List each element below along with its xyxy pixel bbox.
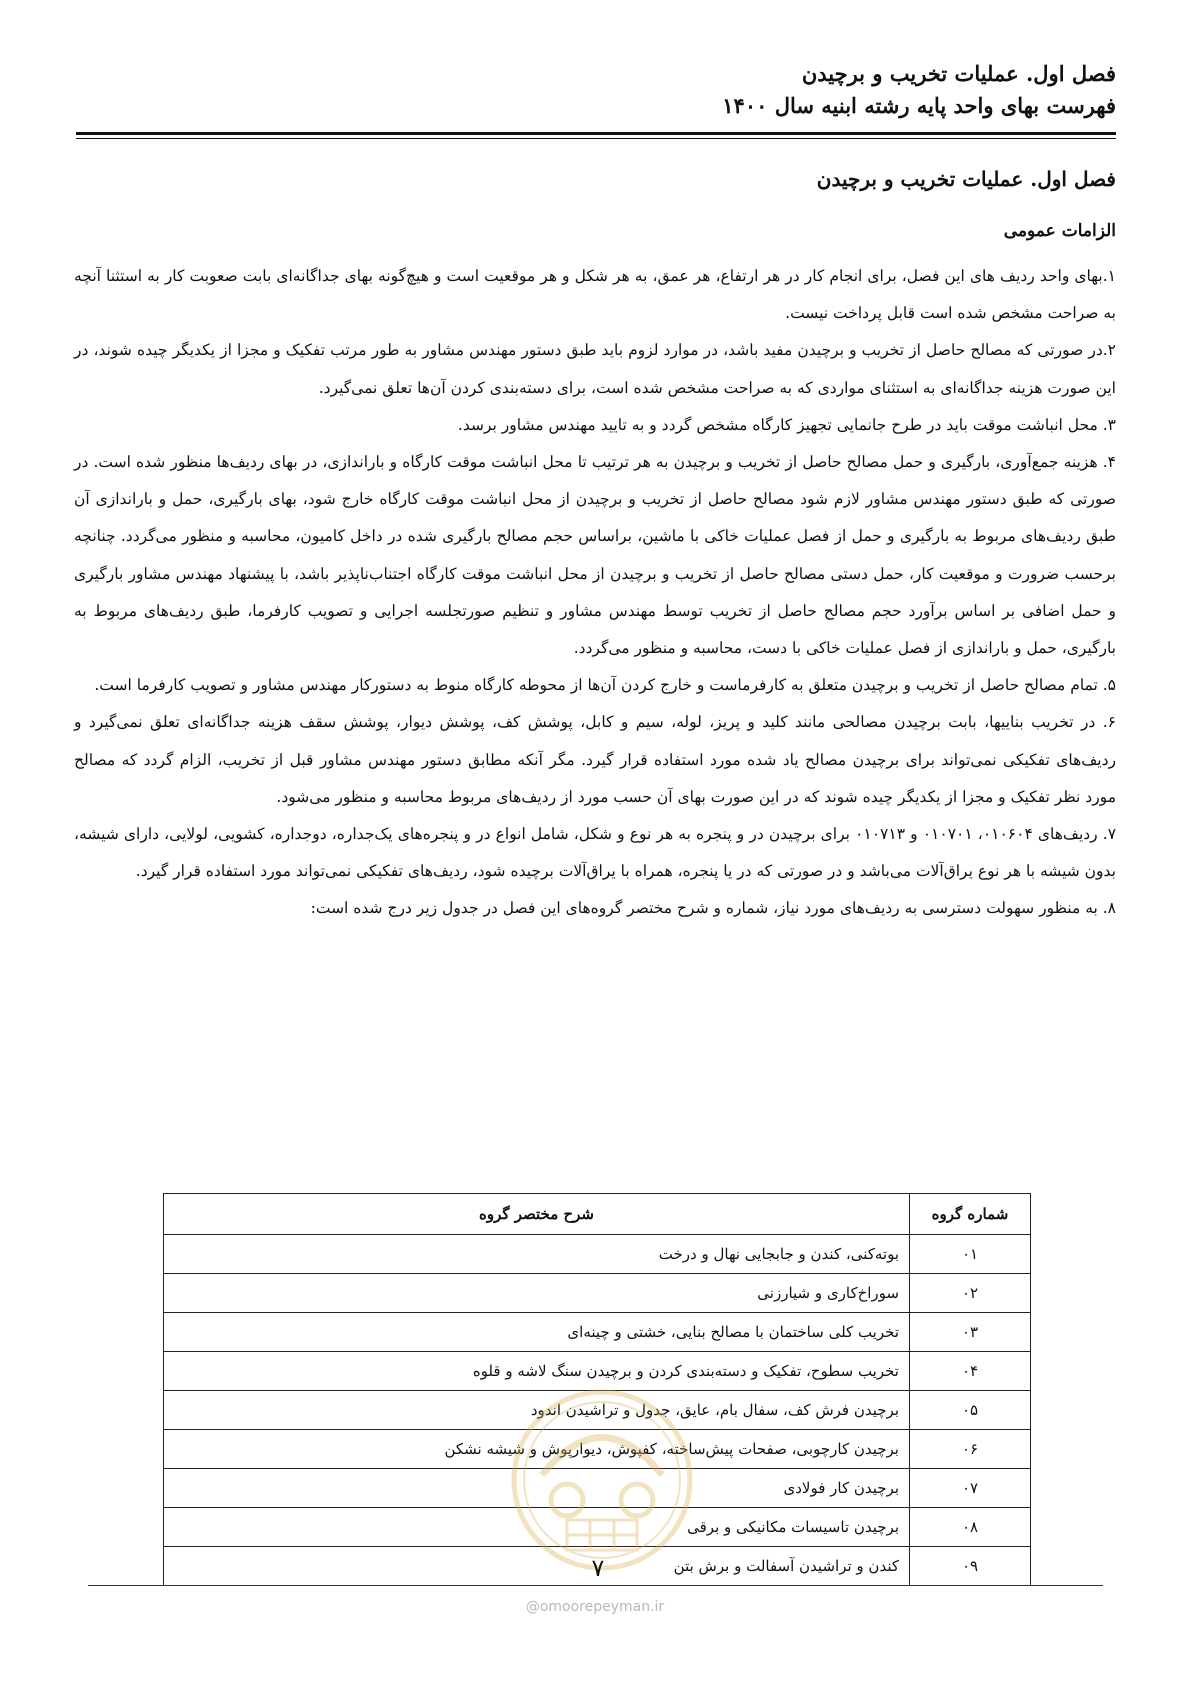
- paragraph-4: ۴. هزینه جمع‌آوری، بارگیری و حمل مصالح حاصل از تخریب و برچیدن به هر ترتیب تا محل انباشت موقت کارگاه و باراندازی، در بهای ردیف‌ها منظور شده است. در صورتی که طبق دستور مهندس مشاور لازم شود مصالح حاصل از تخریب و برچیدن از محل انباشت موقت کارگاه خارج شود، بهای بارگیری، حمل و باراندازی آن طبق ردیف‌های مربوط به بارگیری و حمل از فصل عملیات خاکی با ماشین، براساس حجم مصالح بارگیری شده در داخل کامیون، محاسبه و منظور می‌گردد. چنانچه برحسب ضرورت و موقعیت کار، حمل دستی مصالح حاصل از تخریب و برچیدن از محل انباشت موقت کارگاه اجتناب‌ناپذیر باشد، با پیشنهاد مهندس مشاور بارگیری و حمل اضافی بر اساس برآورد حجم مصالح حاصل از تخریب توسط مهندس مشاور و تنظیم صورتجلسه اجرایی و تصویب کارفرما، طبق ردیف‌های مربوط به بارگیری، حمل و باراندازی از فصل عملیات خاکی با دست، محاسبه و منظور می‌گردد.: [74, 453, 1116, 658]
- header-list-line: فهرست بهای واحد پایه رشته ابنیه سال ۱۴۰۰: [722, 93, 1116, 118]
- column-header-number: شماره گروه: [910, 1194, 1031, 1235]
- group-number: ۰۱: [910, 1235, 1031, 1274]
- group-number: ۰۶: [910, 1430, 1031, 1469]
- group-description: تخریب سطوح، تفکیک و دسته‌بندی کردن و برچیدن سنگ لاشه و قلوه: [164, 1352, 910, 1391]
- paragraph-8: ۸. به منظور سهولت دسترسی به ردیف‌های مورد نیاز، شماره و شرح مختصر گروه‌های این فصل در جدول زیر درج شده است:: [310, 899, 1116, 918]
- group-number: ۰۵: [910, 1391, 1031, 1430]
- group-number: ۰۹: [910, 1547, 1031, 1586]
- running-header: [76, 58, 1116, 122]
- groups-table: [163, 1193, 1031, 1586]
- table-row: [164, 1274, 1031, 1313]
- paragraph-3: ۳. محل انباشت موقت باید در طرح جانمایی تجهیز کارگاه مشخص گردد و به تایید مهندس مشاور برسد.: [457, 415, 1116, 434]
- group-number: ۰۴: [910, 1352, 1031, 1391]
- column-header-description: شرح مختصر گروه: [164, 1194, 910, 1235]
- group-description: تخریب کلی ساختمان با مصالح بنایی، خشتی و چینه‌ای: [164, 1313, 910, 1352]
- table-row: [164, 1352, 1031, 1391]
- group-number: ۰۸: [910, 1508, 1031, 1547]
- table-row: [164, 1313, 1031, 1352]
- watermark-url: @omoorepeyman.ir: [525, 1599, 665, 1615]
- footer-rule: [88, 1585, 1103, 1586]
- group-description: برچیدن کارچوبی، صفحات پیش‌ساخته، کفپوش، دیوارپوش و شیشه نشکن: [164, 1430, 910, 1469]
- group-description: برچیدن فرش کف، سفال بام، عایق، جدول و تراشیدن اندود: [164, 1391, 910, 1430]
- table-row: [164, 1430, 1031, 1469]
- group-number: ۰۷: [910, 1469, 1031, 1508]
- header-chapter-line: فصل اول. عملیات تخریب و برچیدن: [801, 61, 1116, 86]
- group-description: سوراخ‌کاری و شیارزنی: [164, 1274, 910, 1313]
- paragraph-5: ۵. تمام مصالح حاصل از تخریب و برچیدن متعلق به کارفرماست و خارج کردن آن‌ها از محوطه کارگاه منوط به دستورکار مهندس مشاور و تصویب کارفرما است.: [94, 676, 1116, 695]
- table-header-row: [164, 1194, 1031, 1235]
- table-row: [164, 1508, 1031, 1547]
- body-text: [74, 258, 1116, 928]
- chapter-title: فصل اول. عملیات تخریب و برچیدن: [816, 167, 1116, 191]
- group-number: ۰۲: [910, 1274, 1031, 1313]
- table-row: [164, 1469, 1031, 1508]
- group-description: برچیدن تاسیسات مکانیکی و برقی: [164, 1508, 910, 1547]
- group-description: برچیدن کار فولادی: [164, 1469, 910, 1508]
- header-rule-thin: [76, 138, 1116, 139]
- paragraph-1: ۱.بهای واحد ردیف های این فصل، برای انجام کار در هر ارتفاع، هر عمق، به هر شکل و هر موقعیت است و هیچ‌گونه بهای جداگانه‌ای بابت صعوبت کار به استثنا آنچه به صراحت مشخص شده است قابل پرداخت نیست.: [74, 267, 1116, 323]
- page-number: ۷: [591, 1554, 605, 1582]
- paragraph-6: ۶. در تخریب بناییها، بابت برچیدن مصالحی مانند کلید و پریز، لوله، سیم و کابل، پوشش کف، پوشش دیوار، پوشش سقف هزینه جداگانه‌ای تعلق نمی‌گیرد و ردیف‌های تفکیکی نمی‌تواند برای برچیدن مصالح یاد شده مورد استفاده قرار گیرد. مگر آنکه مطابق دستور مهندس مشاور قبل از تخریب، الزام گردد که مصالح مورد نظر تفکیک و مجزا از یکدیگر چیده شوند که در این صورت بهای آن حسب مورد از ردیف‌های مربوط محاسبه و منظور می‌شود.: [74, 713, 1116, 806]
- table-row: [164, 1235, 1031, 1274]
- header-rule-thick: [76, 132, 1116, 135]
- group-description: بوته‌کنی، کندن و جابجایی نهال و درخت: [164, 1235, 910, 1274]
- paragraph-2: ۲.در صورتی که مصالح حاصل از تخریب و برچیدن مفید باشد، در موارد لزوم باید طبق دستور مهندس مشاور به طور مرتب تفکیک و مجزا از یکدیگر چیده شوند، در این صورت هزینه جداگانه‌ای به استثنای مواردی که به صراحت مشخص شده است، برای دسته‌بندی کردن آن‌ها تعلق نمی‌گیرد.: [74, 341, 1116, 397]
- table-row: [164, 1391, 1031, 1430]
- section-heading: الزامات عمومی: [1003, 221, 1116, 241]
- group-number: ۰۳: [910, 1313, 1031, 1352]
- paragraph-7: ۷. ردیف‌های ۰۱۰۶۰۴، ۰۱۰۷۰۱ و ۰۱۰۷۱۳ برای برچیدن در و پنجره به هر نوع و شکل، شامل انواع در و پنجره‌های یک‌جداره، دوجداره، کشویی، لولایی، دارای شیشه، بدون شیشه با هر نوع یراق‌آلات می‌باشد و در صورتی که در یا پنجره، همراه با یراق‌آلات برچیده شود، ردیف‌های تفکیکی نمی‌تواند مورد استفاده قرار گیرد.: [74, 825, 1117, 881]
- group-description: کندن و تراشیدن آسفالت و برش بتن: [164, 1547, 910, 1586]
